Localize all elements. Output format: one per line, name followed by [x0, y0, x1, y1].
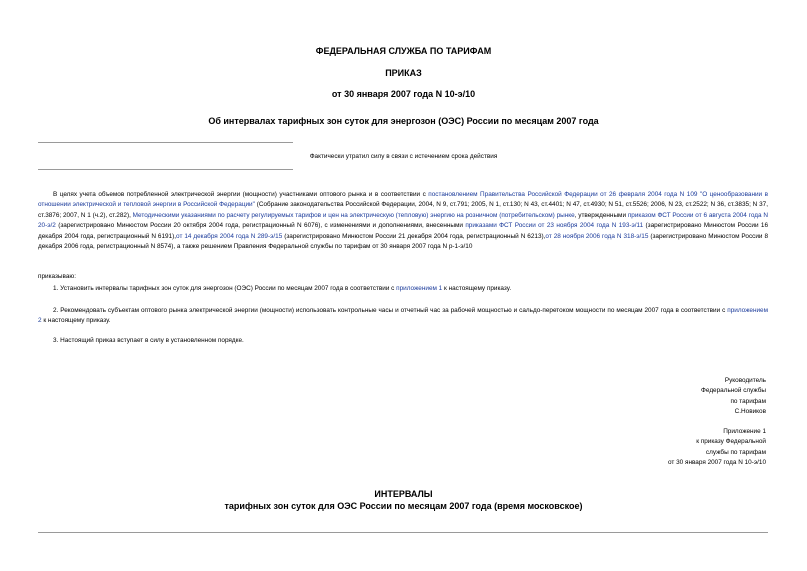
link-fst-order-289-e15[interactable]: от 14 декабря 2004 года N 289-э/15: [176, 232, 283, 240]
signature-line-4: С.Новиков: [734, 408, 766, 416]
signature-line-3: по тарифам: [730, 397, 766, 405]
doc-title: Об интервалах тарифных зон суток для энергозон (ОЭС) России по месяцам 2007 года: [208, 116, 599, 126]
appendix-subtitle: тарифных зон суток для ОЭС России по месяцам 2007 года (время московское): [224, 501, 583, 511]
appendix-ref-line-2: к приказу Федеральной: [696, 438, 766, 446]
preamble-text-7: (зарегистрировано Минюстом России 8 декабря 2006 года, регистрационный N 8574), а также решением Правления Федеральной службы по тарифам от 30 января 2007 года N р-1-э/10: [38, 232, 769, 251]
signature-block: [701, 376, 766, 418]
separator-bottom: [38, 169, 293, 170]
separator-top: [38, 142, 293, 143]
status-note: Фактически утратил силу в связи с истечением срока действия: [309, 153, 498, 160]
preamble-text-2: (Собрание законодательства Российской Федерации, 2004, N 9, ст.791; 2005, N 1, ст.130; N 43, ст.4401; N 47, ст.4930; N 51, ст.5526; 2006, N 23, ст.2522; N 36, ст.3835; N 37, ст.3876; 2007, N 1 (ч.2), ст.282),: [38, 201, 768, 219]
item-2-text-1: 2. Рекомендовать субъектам оптового рынка электрической энергии (мощности) использовать контрольные часы и отчетный час за рабочей мощностью и сальдо-перетоком мощности по месяцам 2007 года в соответствии с: [53, 307, 728, 314]
link-fst-order-193-e11[interactable]: приказами ФСТ России от 23 ноября 2004 года N 193-э/11: [465, 222, 644, 230]
item-1-text-2: к настоящему приказу.: [442, 285, 512, 292]
item-1-text-1: 1. Установить интервалы тарифных зон суток для энергозон (ОЭС) России по месяцам 2007 года в соответствии с: [53, 285, 397, 292]
appendix-ref-line-3: службы по тарифам: [705, 448, 766, 456]
signature-line-2: Федеральной службы: [701, 387, 766, 395]
link-fst-order-20-e2[interactable]: приказом ФСТ России от 6 августа 2004 года N 20-э/2: [38, 211, 768, 230]
item-1: [38, 284, 768, 294]
doc-date-number: от 30 января 2007 года N 10-э/10: [331, 89, 476, 99]
link-methodical-guidelines[interactable]: Методическими указаниями по расчету регулируемых тарифов и цен на электрическую (тепловую) энергию на розничном (потребительском) рынке: [132, 211, 575, 219]
link-appendix-2[interactable]: приложением 2: [38, 307, 768, 325]
appendix-ref-line-1: Приложение 1: [723, 428, 766, 435]
preamble: [38, 190, 768, 252]
preamble-text-5: (зарегистрировано Минюстом России 16 декабря 2004 года, регистрационный N 6191),: [38, 222, 768, 240]
table-top-rule: [38, 532, 768, 533]
preamble-text-4: (зарегистрировано Минюстом России 20 октября 2004 года, регистрационный N 6076), с изменениями и дополнениями, внесенными: [55, 222, 466, 230]
signature-line-1: Руководитель: [724, 377, 766, 384]
appendix-title: ИНТЕРВАЛЫ: [374, 489, 433, 499]
item-2-text-2: к настоящему приказу.: [41, 317, 111, 325]
agency-name: ФЕДЕРАЛЬНАЯ СЛУЖБА ПО ТАРИФАМ: [315, 46, 492, 56]
order-word: приказываю:: [38, 273, 76, 280]
appendix-ref-line-4: от 30 января 2007 года N 10-э/10: [667, 459, 766, 467]
link-appendix-1[interactable]: приложением 1: [396, 285, 443, 292]
link-fst-order-318-e15[interactable]: от 28 ноября 2006 года N 318-э/15: [545, 232, 649, 240]
item-2: [38, 306, 768, 327]
link-government-decree[interactable]: постановлением Правительства Российской Федерации от 26 февраля 2004 года N 109 "О ценообразовании в отношении электрической и тепловой энергии в Российской Федерации": [38, 191, 769, 209]
preamble-text-1: В целях учета объемов потребленной электрической энергии (мощности) участниками оптового рынка и в соответствии с: [53, 191, 429, 198]
preamble-text-3: , утвержденными: [574, 211, 628, 219]
preamble-text-6: (зарегистрировано Минюстом России 21 декабря 2004 года, регистрационный N 6213),: [282, 232, 546, 240]
item-3-text: 3. Настоящий приказ вступает в силу в установленном порядке.: [53, 337, 244, 344]
doc-type: ПРИКАЗ: [385, 68, 422, 78]
appendix-reference: [668, 427, 766, 469]
item-3: [38, 336, 768, 346]
